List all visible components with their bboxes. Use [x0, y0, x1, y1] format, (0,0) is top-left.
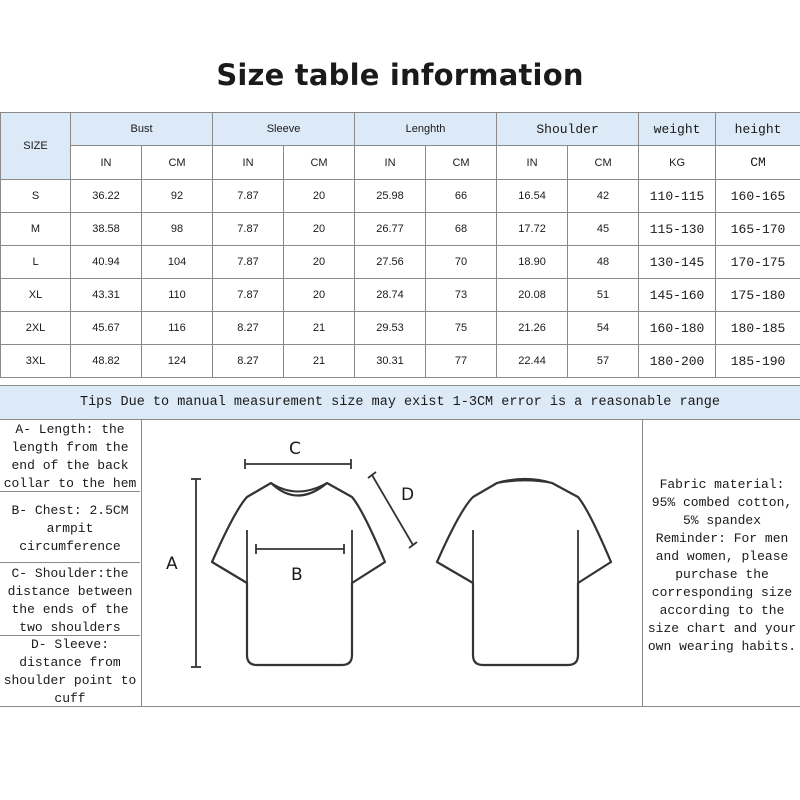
- table-cell: 20: [284, 246, 355, 279]
- table-cell: 116: [142, 312, 213, 345]
- table-header-row: [1, 113, 800, 146]
- fabric-line: 5% spandex: [682, 513, 761, 528]
- table-row: [1, 246, 800, 279]
- table-cell: 45.67: [71, 312, 142, 345]
- table-cell: 160-165: [716, 180, 800, 213]
- fabric-line: purchase the: [675, 567, 769, 582]
- size-cell: M: [1, 213, 71, 246]
- fabric-line: and women, please: [655, 549, 789, 564]
- note-chest: [0, 492, 140, 563]
- fabric-line: own wearing habits.: [647, 639, 797, 654]
- note-line: B- Chest: 2.5CM: [11, 503, 129, 518]
- table-cell: 48.82: [71, 345, 142, 378]
- table-cell: 145-160: [639, 279, 716, 312]
- table-row: [1, 279, 800, 312]
- table-cell: 75: [426, 312, 497, 345]
- note-line: shoulder point to: [3, 673, 137, 688]
- table-units-row: [1, 146, 800, 180]
- table-cell: 20: [284, 213, 355, 246]
- unit-cell: CM: [568, 146, 639, 180]
- table-cell: 160-180: [639, 312, 716, 345]
- note-line: the ends of the: [11, 602, 129, 617]
- header-weight: weight: [639, 113, 716, 146]
- note-line: distance from: [19, 655, 121, 670]
- table-cell: 180-185: [716, 312, 800, 345]
- size-cell: S: [1, 180, 71, 213]
- table-cell: 36.22: [71, 180, 142, 213]
- note-length: [0, 420, 140, 492]
- fabric-line: Reminder: For men: [655, 531, 789, 546]
- measure-cap-d-bottom: [409, 542, 417, 548]
- table-cell: 170-175: [716, 246, 800, 279]
- note-line: distance between: [7, 584, 133, 599]
- table-cell: 40.94: [71, 246, 142, 279]
- table-cell: 22.44: [497, 345, 568, 378]
- tips-banner: Tips Due to manual measurement size may exist 1-3CM error is a reasonable range: [0, 385, 800, 420]
- fabric-line: size chart and your: [647, 621, 797, 636]
- table-row: [1, 213, 800, 246]
- table-cell: 185-190: [716, 345, 800, 378]
- unit-cell: IN: [71, 146, 142, 180]
- unit-cell: CM: [142, 146, 213, 180]
- table-cell: 8.27: [213, 345, 284, 378]
- table-cell: 38.58: [71, 213, 142, 246]
- header-height: height: [716, 113, 800, 146]
- note-line: cuff: [54, 691, 86, 706]
- table-cell: 26.77: [355, 213, 426, 246]
- table-row: [1, 345, 800, 378]
- unit-cell: CM: [284, 146, 355, 180]
- size-table: [0, 112, 800, 378]
- table-cell: 7.87: [213, 180, 284, 213]
- header-bust: Bust: [71, 113, 213, 146]
- table-cell: 17.72: [497, 213, 568, 246]
- table-cell: 92: [142, 180, 213, 213]
- table-cell: 77: [426, 345, 497, 378]
- table-cell: 51: [568, 279, 639, 312]
- fabric-line: Fabric material:: [659, 477, 785, 492]
- note-line: circumference: [19, 539, 121, 554]
- note-sleeve: [0, 636, 140, 706]
- note-line: C- Shoulder:the: [11, 566, 129, 581]
- table-cell: 42: [568, 180, 639, 213]
- size-header: SIZE: [1, 113, 71, 180]
- table-cell: 66: [426, 180, 497, 213]
- table-cell: 124: [142, 345, 213, 378]
- fabric-line: 95% combed cotton,: [651, 495, 793, 510]
- note-line: two shoulders: [19, 620, 121, 635]
- table-cell: 21: [284, 312, 355, 345]
- table-cell: 70: [426, 246, 497, 279]
- table-cell: 98: [142, 213, 213, 246]
- note-line: end of the back: [11, 458, 129, 473]
- table-cell: 54: [568, 312, 639, 345]
- table-cell: 110-115: [639, 180, 716, 213]
- label-c: C: [289, 439, 301, 459]
- table-cell: 73: [426, 279, 497, 312]
- tshirt-diagram: [142, 420, 642, 706]
- tshirt-back-outline: [437, 479, 611, 665]
- fabric-line: corresponding size: [651, 585, 793, 600]
- size-cell: 2XL: [1, 312, 71, 345]
- fabric-text: [643, 476, 800, 656]
- unit-cell: KG: [639, 146, 716, 180]
- page-title: Size table information: [216, 58, 584, 92]
- table-cell: 180-200: [639, 345, 716, 378]
- table-cell: 48: [568, 246, 639, 279]
- table-cell: 18.90: [497, 246, 568, 279]
- note-line: collar to the hem: [3, 476, 137, 491]
- table-cell: 25.98: [355, 180, 426, 213]
- table-cell: 16.54: [497, 180, 568, 213]
- table-cell: 7.87: [213, 213, 284, 246]
- note-shoulder: [0, 563, 140, 636]
- table-cell: 8.27: [213, 312, 284, 345]
- unit-cell: IN: [497, 146, 568, 180]
- measurement-notes: [0, 420, 142, 706]
- label-b: B: [291, 565, 303, 585]
- table-cell: 175-180: [716, 279, 800, 312]
- label-a: A: [166, 554, 178, 574]
- table-cell: 68: [426, 213, 497, 246]
- note-line: armpit: [46, 521, 94, 536]
- unit-cell: IN: [213, 146, 284, 180]
- note-line: length from the: [11, 440, 129, 455]
- table-cell: 7.87: [213, 279, 284, 312]
- table-cell: 104: [142, 246, 213, 279]
- table-cell: 130-145: [639, 246, 716, 279]
- unit-cell: CM: [426, 146, 497, 180]
- table-cell: 20.08: [497, 279, 568, 312]
- table-cell: 21.26: [497, 312, 568, 345]
- note-line: D- Sleeve:: [30, 637, 109, 652]
- table-row: [1, 180, 800, 213]
- header-sleeve: Sleeve: [213, 113, 355, 146]
- size-cell: XL: [1, 279, 71, 312]
- fabric-line: according to the: [659, 603, 785, 618]
- table-cell: 165-170: [716, 213, 800, 246]
- header-length: Lenghth: [355, 113, 497, 146]
- unit-cell: IN: [355, 146, 426, 180]
- header-shoulder: Shoulder: [497, 113, 639, 146]
- table-row: [1, 312, 800, 345]
- table-cell: 57: [568, 345, 639, 378]
- table-cell: 28.74: [355, 279, 426, 312]
- note-line: A- Length: the: [15, 422, 125, 437]
- table-cell: 30.31: [355, 345, 426, 378]
- table-cell: 110: [142, 279, 213, 312]
- label-d: D: [401, 485, 415, 505]
- unit-cell: CM: [716, 146, 800, 180]
- measure-cap-d-top: [368, 472, 376, 478]
- size-cell: L: [1, 246, 71, 279]
- table-cell: 115-130: [639, 213, 716, 246]
- table-cell: 29.53: [355, 312, 426, 345]
- table-cell: 7.87: [213, 246, 284, 279]
- table-cell: 21: [284, 345, 355, 378]
- fabric-info: [642, 420, 800, 706]
- table-cell: 43.31: [71, 279, 142, 312]
- table-cell: 20: [284, 180, 355, 213]
- table-cell: 45: [568, 213, 639, 246]
- table-cell: 27.56: [355, 246, 426, 279]
- table-cell: 20: [284, 279, 355, 312]
- size-cell: 3XL: [1, 345, 71, 378]
